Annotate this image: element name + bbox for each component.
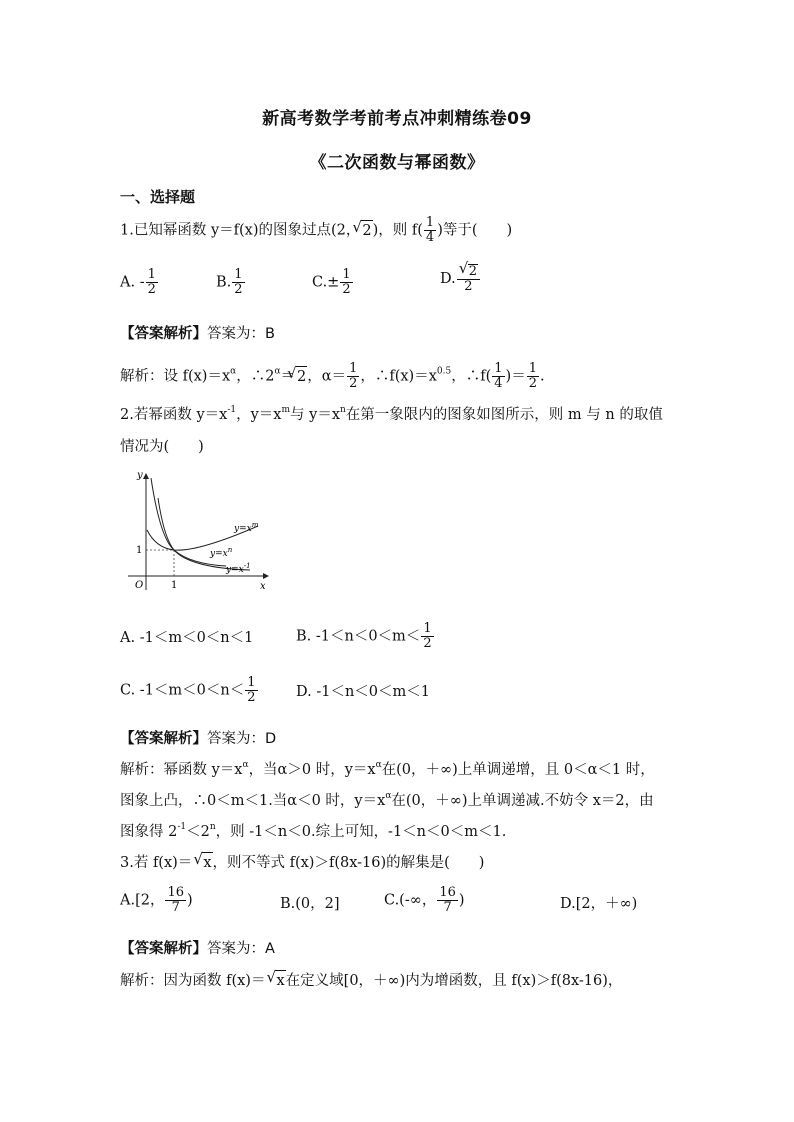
question-2-stem: 2.若幂函数 $y=x^{-1}$，$y=x^m$与 $y=x^n$在第一象限内的图象如图所示，则 m 与 n 的取值 xyxy=(120,405,663,423)
q1-option-a: A. - $\frac{1}{2}$ xyxy=(120,267,156,297)
power-function-graph xyxy=(118,468,278,596)
q2-option-a: A. -1＜m＜0＜n＜1 xyxy=(120,630,254,646)
q3-option-b: B.(0，2] xyxy=(280,896,340,912)
question-2-stem-cont: 情况为( ) xyxy=(120,439,204,455)
document-subtitle: 《二次函数与幂函数》 xyxy=(309,153,485,173)
x-axis-label: x xyxy=(260,581,266,592)
question-1-stem: 1.已知幂函数 y＝f(x)的图象过点(2，√ 2)，则 f( $\frac{1}{4}$ )等于( ) xyxy=(120,216,512,245)
question-3-stem: 3.若 f(x)＝√ x，则不等式 f(x)＞f(8x-16)的解集是( ) xyxy=(120,852,484,873)
x-tick-1: 1 xyxy=(171,580,178,591)
q3-option-a: A.[2， $\frac{16}{7}$ ) xyxy=(120,885,193,915)
q1-option-b: B. $\frac{1}{2}$ xyxy=(216,267,243,297)
q2-solution-line-1: 解析：幂函数 $y=x^\alpha$，当α＞0 时，$y=x^\alpha$在(0，＋∞)上单调递增，且 0＜α＜1 时， xyxy=(120,760,655,778)
curve-y-x-inv xyxy=(158,498,250,570)
q2-answer: 【答案解析】答案为：D xyxy=(120,731,277,747)
q2-solution-line-3: 图象得 $2^{-1}<2^n$，则 -1＜n＜0.综上可知，-1＜n＜0＜m＜1. xyxy=(120,822,507,840)
q2-option-d: D. -1＜n＜0＜m＜1 xyxy=(296,684,430,700)
q1-answer: 【答案解析】答案为：B xyxy=(120,326,275,342)
y-tick-1: 1 xyxy=(136,545,143,556)
q1-solution: 解析：设 $f(x)=x^\alpha$，$\therefore 2^\alpha=√$ 2，α＝ $\frac{1}{2}$ ，$\therefore f(x)=x^{0.5}$，∴f( $\frac{1}{4}$ )＝ $\frac{1}{2}$ . xyxy=(120,362,545,391)
document-title: 新高考数学考前考点冲刺精练卷09 xyxy=(262,109,532,129)
q2-solution-line-2: 图象上凸，∴0＜m＜1.当α＜0 时，$y=x^\alpha$在(0，＋∞)上单调递减.不妨令 x＝2，由 xyxy=(120,791,654,809)
fraction-1-4: $\frac{1}{4}$ xyxy=(425,215,435,245)
q3-answer: 【答案解析】答案为：A xyxy=(120,941,275,957)
q3-option-c: C.(-∞， $\frac{16}{7}$ ) xyxy=(384,885,465,915)
section-heading: 一、选择题 xyxy=(120,188,196,206)
label-y-x-m: $y=x^m$ xyxy=(234,521,259,534)
origin-label: O xyxy=(135,580,144,591)
q3-solution: 解析：因为函数 f(x)＝√ x在定义域[0，＋∞)内为增函数，且 f(x)＞f(8x-16)， xyxy=(120,970,622,991)
label-y-x-n: $y=x^n$ xyxy=(210,546,233,559)
q1-option-c: C.± $\frac{1}{2}$ xyxy=(312,267,351,297)
q2-option-c: C. -1＜m＜0＜n＜ $\frac{1}{2}$ xyxy=(120,675,256,705)
q3-option-d: D.[2，＋∞) xyxy=(560,896,638,912)
label-y-x-inv: $y=x^{-1}$ xyxy=(226,562,251,575)
y-axis-label: y xyxy=(137,470,143,481)
sqrt-2: √ 2 xyxy=(361,220,372,241)
q2-option-b: B. -1＜n＜0＜m＜ $\frac{1}{2}$ xyxy=(296,621,432,651)
q1-option-d: D. √ $\frac{2}{2}$ xyxy=(440,264,481,294)
